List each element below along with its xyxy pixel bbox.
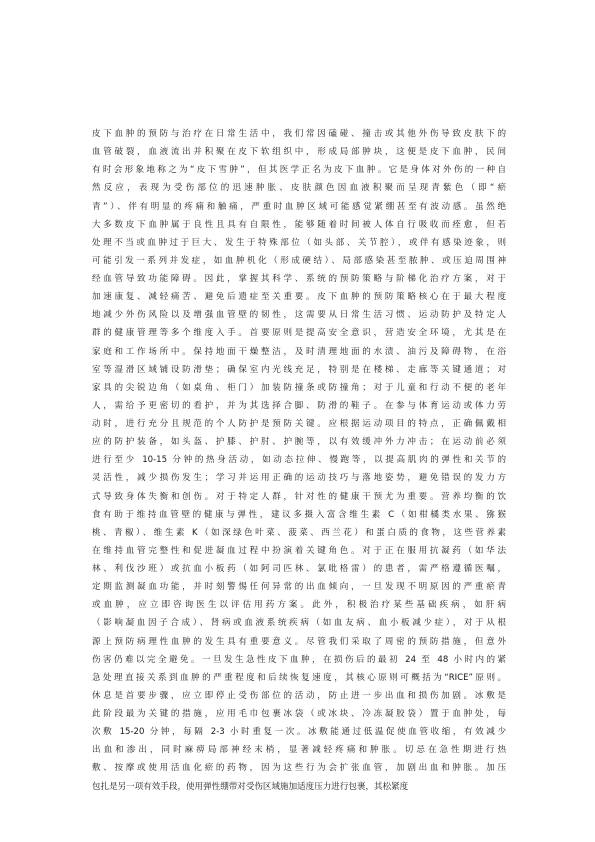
text-line: 地减少外伤风险以及增强血管壁的韧性，这需要从日常生活习惯、运动防护及特定人 [92, 310, 506, 321]
text-line: 经血管导致功能障碍。因此，掌握其科学、系统的预防策略与阶梯化治疗方案，对于 [92, 274, 506, 284]
text-line: 急处理直接关系到血肿的严重程度和后续恢复速度，其核心原则可概括为“RICE”原则。 [92, 672, 506, 683]
text-line: 敷、按摩或使用活血化瘀的药物，因为这些行为会扩张血管，加剧出血和肿胀。加压 [92, 763, 506, 774]
text-line: 源上预防病理性血肿的发生具有重要意义。尽管我们采取了周密的预防措施，但意外 [92, 636, 506, 647]
text-line: 式导致身体失衡和创伤。对于特定人群，针对性的健康干预尤为重要。营养均衡的饮 [92, 491, 506, 502]
text-line: 进行至少 10-15 分钟的热身活动，如动态拉伸、慢跑等，以提高肌肉的弹性和关节的 [92, 455, 506, 466]
text-line: 在维持血管完整性和促进凝血过程中扮演着关键角色。对于正在服用抗凝药（如华法 [92, 545, 506, 556]
text-line: 包扎是另一项有效手段，使用弹性绷带对受伤区域施加适度压力进行包裹，其松紧度 [92, 781, 409, 792]
text-line: 处理不当或血肿过于巨大、发生于特殊部位（如头部、关节腔），或伴有感染迹象，则 [92, 237, 506, 248]
text-line: 伤害仍难以完全避免。一旦发生急性皮下血肿，在损伤后的最初 24 至 48 小时内的紧 [92, 654, 506, 665]
text-line: 大多数皮下血肿属于良性且具有自限性，能够随着时间被人体自行吸收而痊愈，但若 [92, 219, 506, 230]
text-line: 血管破裂，血液流出并积聚在皮下软组织中，形成局部肿块，这便是皮下血肿，民间 [92, 147, 506, 158]
text-line: 家具的尖锐边角（如桌角、柜门）加装防撞条或防撞角；对于儿童和行动不便的老年 [92, 382, 506, 393]
text-line: 皮下血肿的预防与治疗在日常生活中，我们常因磕碰、撞击或其他外伤导致皮肤下的 [92, 129, 506, 139]
text-line: 室等湿滑区域铺设防滑垫；确保室内光线充足，特别是在楼梯、走廊等关键通道；对 [92, 364, 506, 375]
text-line: 加速康复、减轻痛苦、避免后遗症至关重要。皮下血肿的预防策略核心在于最大程度 [92, 292, 506, 303]
text-line: 次敷 15-20 分钟，每隔 2-3 小时重复一次。冰敷能通过低温促使血管收缩，有效减少 [92, 727, 506, 738]
text-line: 人，需给予更密切的看护，并为其选择合脚、防滑的鞋子。在参与体育运动或体力劳 [92, 400, 506, 411]
text-line: 有时会形象地称之为“皮下雪肿”，但其医学正名为皮下血肿。它是身体对外伤的一种自 [92, 165, 506, 176]
text-line: （影响凝血因子合成）、肾病或血液系统疾病（如血友病、血小板减少症），对于从根 [92, 618, 506, 629]
text-line: 应的防护装备，如头盔、护膝、护肘、护腕等，以有效缓冲外力冲击；在运动前必须 [92, 437, 506, 448]
text-line: 或血肿，应立即咨询医生以评估用药方案。此外，积极治疗某些基础疾病，如肝病 [92, 600, 506, 611]
text-line: 灵活性，减少损伤发生；学习并运用正确的运动技巧与落地姿势，避免错误的发力方 [92, 473, 506, 484]
text-line: 此阶段最为关键的措施，应用毛巾包裹冰袋（或冰块、冷冻凝胶袋）置于血肿处，每 [92, 709, 506, 719]
text-line: 青”）、伴有明显的疼痛和触痛，严重时血肿区域可能感觉紧绷甚至有波动感。虽然绝 [92, 201, 506, 212]
text-line: 家庭和工作场所中。保持地面干燥整洁，及时清理地面的水渍、油污及障碍物，在浴 [92, 346, 506, 357]
text-line: 群的健康管理等多个维度入手。首要原则是提高安全意识，营造安全环境，尤其是在 [92, 328, 506, 339]
text-line: 定期监测凝血功能，并时刻警惕任何异常的出血倾向，一旦发现不明原因的严重瘀青 [92, 582, 506, 593]
text-line: 桃、青椒）、维生素 K（如深绿色叶菜、菠菜、西兰花）和蛋白质的食物，这些营养素 [92, 527, 506, 538]
text-line: 林、利伐沙班）或抗血小板药（如阿司匹林、氯吡格雷）的患者，需严格遵循医嘱， [92, 564, 506, 574]
text-line: 动时，进行充分且规范的个人防护是预防关键。应根据运动项目的特点，正确佩戴相 [92, 419, 506, 429]
text-line: 休息是首要步骤，应立即停止受伤部位的活动，防止进一步出血和损伤加剧。冰敷是 [92, 690, 506, 701]
text-line: 可能引发一系列并发症，如血肿机化（形成硬结）、局部感染甚至脓肿、或压迫周围神 [92, 255, 506, 266]
text-line: 食有助于维持血管壁的健康与弹性，建议多摄入富含维生素 C（如柑橘类水果、猕猴 [92, 509, 506, 520]
text-line: 出血和渗出，同时麻痹局部神经末梢，显著减轻疼痛和肿胀。切忌在急性期进行热 [92, 745, 506, 756]
body-text [92, 125, 506, 815]
text-line: 然反应，表现为受伤部位的迅速肿胀、皮肤颜色因血液积聚而呈现青紫色（即“瘀 [92, 183, 506, 194]
